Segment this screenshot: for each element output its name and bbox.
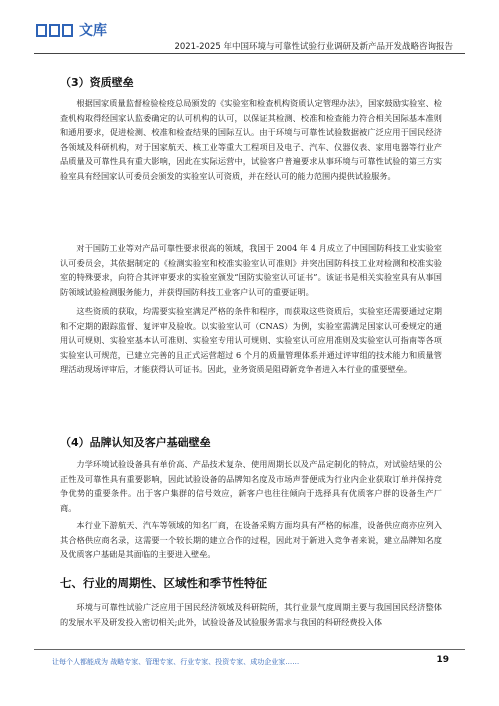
chapter-heading: 七、行业的周期性、区域性和季节性特征 [60, 576, 267, 590]
logo-text: 文库 [79, 23, 107, 39]
qualification-heading: （3）资质壁垒 [60, 76, 134, 89]
page-number: 19 [436, 655, 449, 665]
logo [36, 20, 107, 40]
paragraph-6: 环境与可靠性试验广泛应用于国民经济领域及科研院所，其行业景气度周期主要与我国国民经济整体的发展水平及研发投入密切相关;此外，试验设备及试验服务需求与我国的科研经费投入体 [60, 602, 442, 627]
brand-heading: （4）品牌认知及客户基础壁垒 [60, 436, 211, 449]
footer-tagline: 让每个人都能成为 战略专家、管理专家、行业专家、投资专家、成功企业家…… [52, 658, 300, 666]
paragraph-5: 本行业下游航天、汽车等领域的知名厂商，在设备采购方面均具有严格的标准，设备供应商亦应列入其合格供应商名录，这需要一个较长期的建立合作的过程，因此对于新进入竞争者来说，建立品牌知名度及优质客户基础是其面临的主要进入壁垒。 [60, 520, 442, 560]
page-header [0, 0, 499, 58]
document-title: 2021-2025 年中国环境与可靠性试验行业调研及新产品开发战略咨询报告 [174, 42, 453, 52]
paragraph-4: 力学环境试验设备具有单价高、产品技术复杂、使用周期长以及产品定制化的特点，对试验结果的公正性及可靠性具有重要影响，因此试验设备的品牌知名度及市场声誉便成为行业内企业获取订单并保持竞争优势的重要条件。出于客户集群的信号效应，新客户也往往倾向于选择具有优质客户群的设备生产厂商。 [60, 459, 442, 513]
header-divider [34, 53, 465, 54]
footer-divider [34, 649, 465, 650]
paragraph-1: 根据国家质量监督检验检疫总局颁发的《实验室和检查机构资质认定管理办法》，国家鼓励实验室、检查机构取得经国家认监委确定的认可机构的认可，以保证其检测、校准和检查能力符合相关国际基本准则和通用要求，促进检测、校准和检查结果的国际互认。由于环境与可靠性试验数据被广泛应用于国民经济各领域及科研机构，对于国家航天、核工业等重大工程项目及电子、汽车、仪器仪表、家用电器等行业产品质量及可靠性具有重大影响，因此在实际运营中，试验客户普遍要求从事环境与可靠性试验的第三方实验室具有经国家认可委员会颁发的实验室认可资质，并在经认可的能力范围内提供试验服务。 [60, 98, 442, 181]
paragraph-3: 这些资质的获取，均需要实验室满足严格的条件和程序，而获取这些资质后，实验室还需要通过定期和不定期的跟踪监督、复评审及验收。以实验室认可（CNAS）为例，实验室需满足国家认可委规定的通用认可规则、实验室基本认可准则、实验室专用认可规则、实验室认可应用准则及实验室认可指南等各项实验室认可规范，已建立完善的且正式运营超过 6 个月的质量管理体系并通过评审组的技术能力和质量管理活动现场评审后，才能获得认可证书。因此，业务资质是阻碍新竞争者进入本行业的重要壁垒。 [60, 306, 442, 375]
logo-mark-icon [36, 24, 73, 37]
paragraph-2: 对于国防工业等对产品可靠性要求很高的领域，我国于 2004 年 4 月成立了中国国防科技工业实验室认可委员会，其依据制定的《检测实验室和校准实验室认可准则》并突出国防科技工业对检测和校准实验室的特殊要求，向符合其评审要求的实验室颁发“国防实验室认可证书”。该证书是相关实验室具有从事国防领域试验检测服务能力，并获得国防科技工业客户认可的重要证明。 [60, 243, 442, 297]
